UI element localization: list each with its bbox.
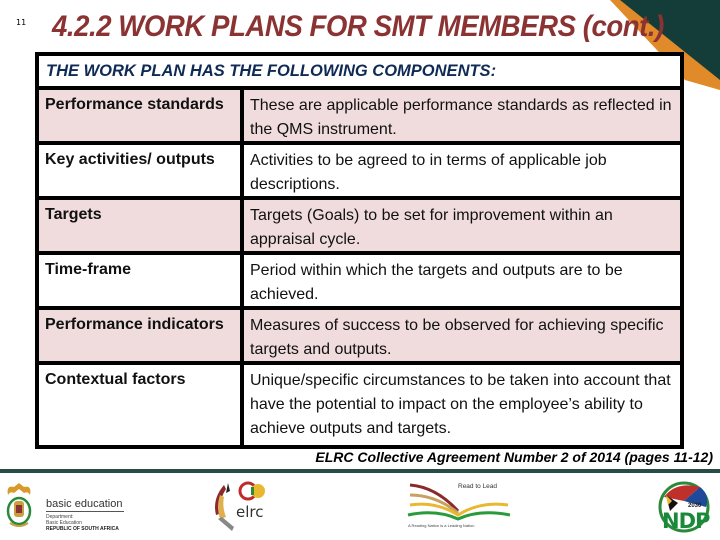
- slide-number: 11: [16, 18, 27, 27]
- table-row: [39, 200, 680, 255]
- table-header: THE WORK PLAN HAS THE FOLLOWING COMPONENTS:: [39, 56, 680, 90]
- component-description: Targets (Goals) to be set for improvement within an appraisal cycle.: [250, 207, 613, 248]
- dbe-text-block: [46, 498, 124, 532]
- component-label: Contextual factors: [39, 365, 244, 445]
- citation: ELRC Collective Agreement Number 2 of 2014 (pages 11-12): [315, 449, 713, 465]
- read-to-lead-title: Read to Lead: [458, 483, 498, 490]
- slide-title: 4.2.2 WORK PLANS FOR SMT MEMBERS (cont.): [52, 10, 664, 43]
- coat-of-arms-icon: [4, 481, 34, 529]
- component-label: Time-frame: [39, 255, 244, 306]
- table-row: [39, 255, 680, 310]
- component-label: Key activities/ outputs: [39, 145, 244, 196]
- component-label: Targets: [39, 200, 244, 251]
- table-row: [39, 145, 680, 200]
- table-row: [39, 365, 680, 445]
- component-description: Period within which the targets and outputs are to be achieved.: [250, 262, 623, 303]
- table-row: [39, 90, 680, 145]
- component-description: These are applicable performance standards as reflected in the QMS instrument.: [250, 97, 672, 138]
- component-description: Measures of success to be observed for achieving specific targets and outputs.: [250, 317, 664, 358]
- footer-logos: [0, 473, 720, 540]
- table-row: [39, 310, 680, 365]
- ndp-logo: [656, 481, 712, 535]
- component-label: Performance indicators: [39, 310, 244, 361]
- read-to-lead-logo: [406, 481, 512, 533]
- component-label: Performance standards: [39, 90, 244, 141]
- elrc-logo: [210, 479, 280, 535]
- components-table: [35, 52, 684, 449]
- ndp-year: 2030: [688, 503, 702, 509]
- component-description: Activities to be agreed to in terms of applicable job descriptions.: [250, 152, 607, 193]
- dbe-logo: [4, 481, 134, 531]
- ndp-wordmark: NDP: [662, 509, 710, 533]
- dbe-line-2: Basic Education: [46, 520, 82, 526]
- elrc-wordmark: elrc: [236, 503, 264, 521]
- dbe-title: basic education: [46, 498, 123, 510]
- component-description: Unique/specific circumstances to be taken into account that have the potential to impact on the employee’s ability to achieve outputs and targets.: [250, 372, 671, 437]
- read-to-lead-tagline: A Reading Nation is a Leading Nation: [408, 523, 475, 528]
- dbe-line-1: Department:: [46, 514, 74, 520]
- dbe-line-3: REPUBLIC OF SOUTH AFRICA: [46, 526, 119, 532]
